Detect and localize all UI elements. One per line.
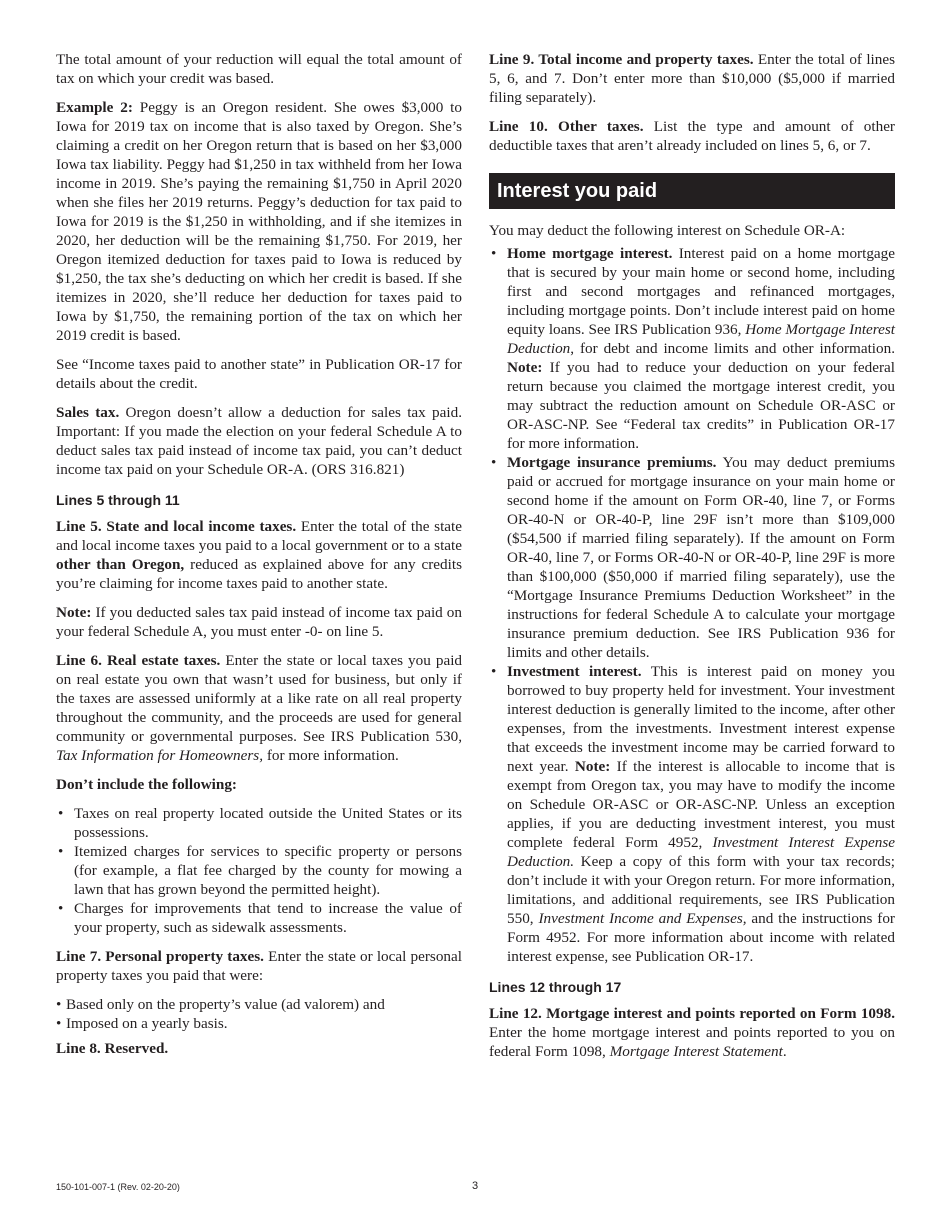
- interest-intro: You may deduct the following interest on Schedule OR-A:: [489, 222, 846, 239]
- list-item: • Mortgage insurance premiums. You may deduct premiums paid or accrued for mortgage insurance on your main home or second home if the amount on Form OR-40, line 7, or Forms OR-40-N or OR-40-P, line 29F isn’t more than $109,000 ($54,500 if married filing separately). If the amount on Form OR-40, line 7, or Forms OR-40-N or OR-40-P, line 29F is more than $100,000 ($50,000 if married filing separately), use the “Mortgage Insurance Premiums Deduction Worksheet” in the instructions for federal Schedule A to calculate your mortgage insurance premium deduction. See IRS Publication 936 for limits and other details.: [489, 453, 895, 662]
- list-item: • Itemized charges for services to specific property or persons (for example, a flat fee charged by the county for mowing a lawn that has grown beyond the permitted height).: [56, 842, 462, 899]
- line-9-paragraph: Line 9. Total income and property taxes. Enter the total of lines 5, 6, and 7. Don’t enter more than $10,000 ($5,000 if married filing separately).: [489, 51, 896, 106]
- lines-5-11-heading: Lines 5 through 11: [56, 492, 180, 508]
- interest-section-banner: Interest you paid: [489, 173, 895, 209]
- line-5-paragraph: Line 5. State and local income taxes. Enter the total of the state and local income taxes you paid to a local government or to a state other than Oregon, reduced as explained above for any credits you’re claiming for income taxes paid to another state.: [56, 518, 462, 592]
- line-8-heading: Line 8. Reserved.: [56, 1040, 169, 1057]
- dont-include-heading: Don’t include the following:: [56, 776, 237, 793]
- see-publication-paragraph: See “Income taxes paid to another state” in Publication OR-17 for details about the credit.: [56, 356, 462, 392]
- list-item: • Based only on the property’s value (ad valorem) and: [56, 995, 462, 1014]
- list-item: • Imposed on a yearly basis.: [56, 1014, 462, 1033]
- right-column: [489, 50, 895, 1071]
- line-10-paragraph: Line 10. Other taxes. List the type and amount of other deductible taxes that aren’t already included on lines 5, 6, or 7.: [489, 118, 895, 154]
- line-12-paragraph: Line 12. Mortgage interest and points reported on Form 1098. Enter the home mortgage interest and points reported to you on federal Form 1098, Mortgage Interest Statement.: [489, 1005, 895, 1060]
- list-item: • Investment interest. This is interest paid on money you borrowed to buy property held for investment. Your investment interest deduction is generally limited to the income, after other expenses, from the investments. Investment interest expense that exceeds the investment income may be carried forward to next year. Note: If the interest is allocable to income that is exempt from Oregon tax, you may have to modify the income on Schedule OR-ASC or OR-ASC-NP. Unless an exception applies, if you are deducting investment interest, you must complete federal Form 4952, Investment Interest Expense Deduction. Keep a copy of this form with your tax records; don’t include it with your Oregon return. For more information, limitations, and additional requirements, see IRS Publication 550, Investment Income and Expenses, and the instructions for Form 4952. For more information about income with related interest expense, see Publication OR-17.: [489, 662, 895, 966]
- example-2-paragraph: Example 2: Peggy is an Oregon resident. She owes $3,000 to Iowa for 2019 tax on income that is also taxed by Oregon. She’s claiming a credit on her Oregon return that is based on her $3,000 Iowa tax liability. Peggy had $1,250 in tax withheld from her Iowa income in 2019. She’s paying the remaining $1,750 in April 2020 when she files her 2019 returns. Peggy’s deduction for tax paid to Iowa for 2019 is the $1,250 in withholding, and if she itemizes in 2020, her deduction will be the remaining $1,750. For 2019, her Oregon itemized deduction for taxes paid to Iowa is reduced by $1,250, the tax she’s deducting on which her credit is based. If she itemizes in 2020, she’ll reduce her deduction for taxes paid to Iowa by $1,750, the remaining portion of the tax on which her 2019 credit is based.: [56, 99, 462, 344]
- sales-tax-paragraph: Sales tax. Oregon doesn’t allow a deduction for sales tax paid. Important: If you made the election on your federal Schedule A to deduct sales tax paid instead of income tax paid, you can’t deduct income tax paid on your Schedule OR-A. (ORS 316.821): [56, 404, 462, 478]
- form-revision-id: 150-101-007-1 (Rev. 02-20-20): [56, 1182, 180, 1192]
- left-column: [56, 50, 462, 1068]
- list-item: • Home mortgage interest. Interest paid on a home mortgage that is secured by your main home or second home, including first and second mortgages and refinanced mortgages, including mortgage points. Don’t include interest paid on home equity loans. See IRS Publication 936, Home Mortgage Interest Deduction, for debt and income limits and other information. Note: If you had to reduce your deduction on your federal return because you claimed the mortgage interest credit, you may subtract the reduction amount on Schedule OR-ASC or OR-ASC-NP. See “Federal tax credits” in Publication OR-17 for more information.: [489, 244, 895, 453]
- interest-types-list: [489, 244, 895, 966]
- line-6-paragraph: Line 6. Real estate taxes. Enter the state or local taxes you paid on real estate you own that wasn’t used for business, but only if the taxes are assessed uniformly at a like rate on all real property throughout the community, and the proceeds are used for general community or governmental purposes. See IRS Publication 530, Tax Information for Homeowners, for more information.: [56, 652, 463, 764]
- list-item: • Charges for improvements that tend to increase the value of your property, such as sidewalk assessments.: [56, 899, 462, 937]
- line-7-conditions-list: [56, 995, 462, 1033]
- exclusions-list: [56, 804, 462, 937]
- list-item: • Taxes on real property located outside the United States or its possessions.: [56, 804, 462, 842]
- page-number: 3: [472, 1180, 479, 1192]
- lines-12-17-heading: Lines 12 through 17: [489, 979, 622, 995]
- note-paragraph: Note: If you deducted sales tax paid instead of income tax paid on your federal Schedule A, you must enter -0- on line 5.: [56, 604, 462, 640]
- line-7-paragraph: Line 7. Personal property taxes. Enter the state or local personal property taxes you paid that were:: [56, 948, 462, 984]
- reduction-paragraph: The total amount of your reduction will equal the total amount of tax on which your credit was based.: [56, 51, 462, 87]
